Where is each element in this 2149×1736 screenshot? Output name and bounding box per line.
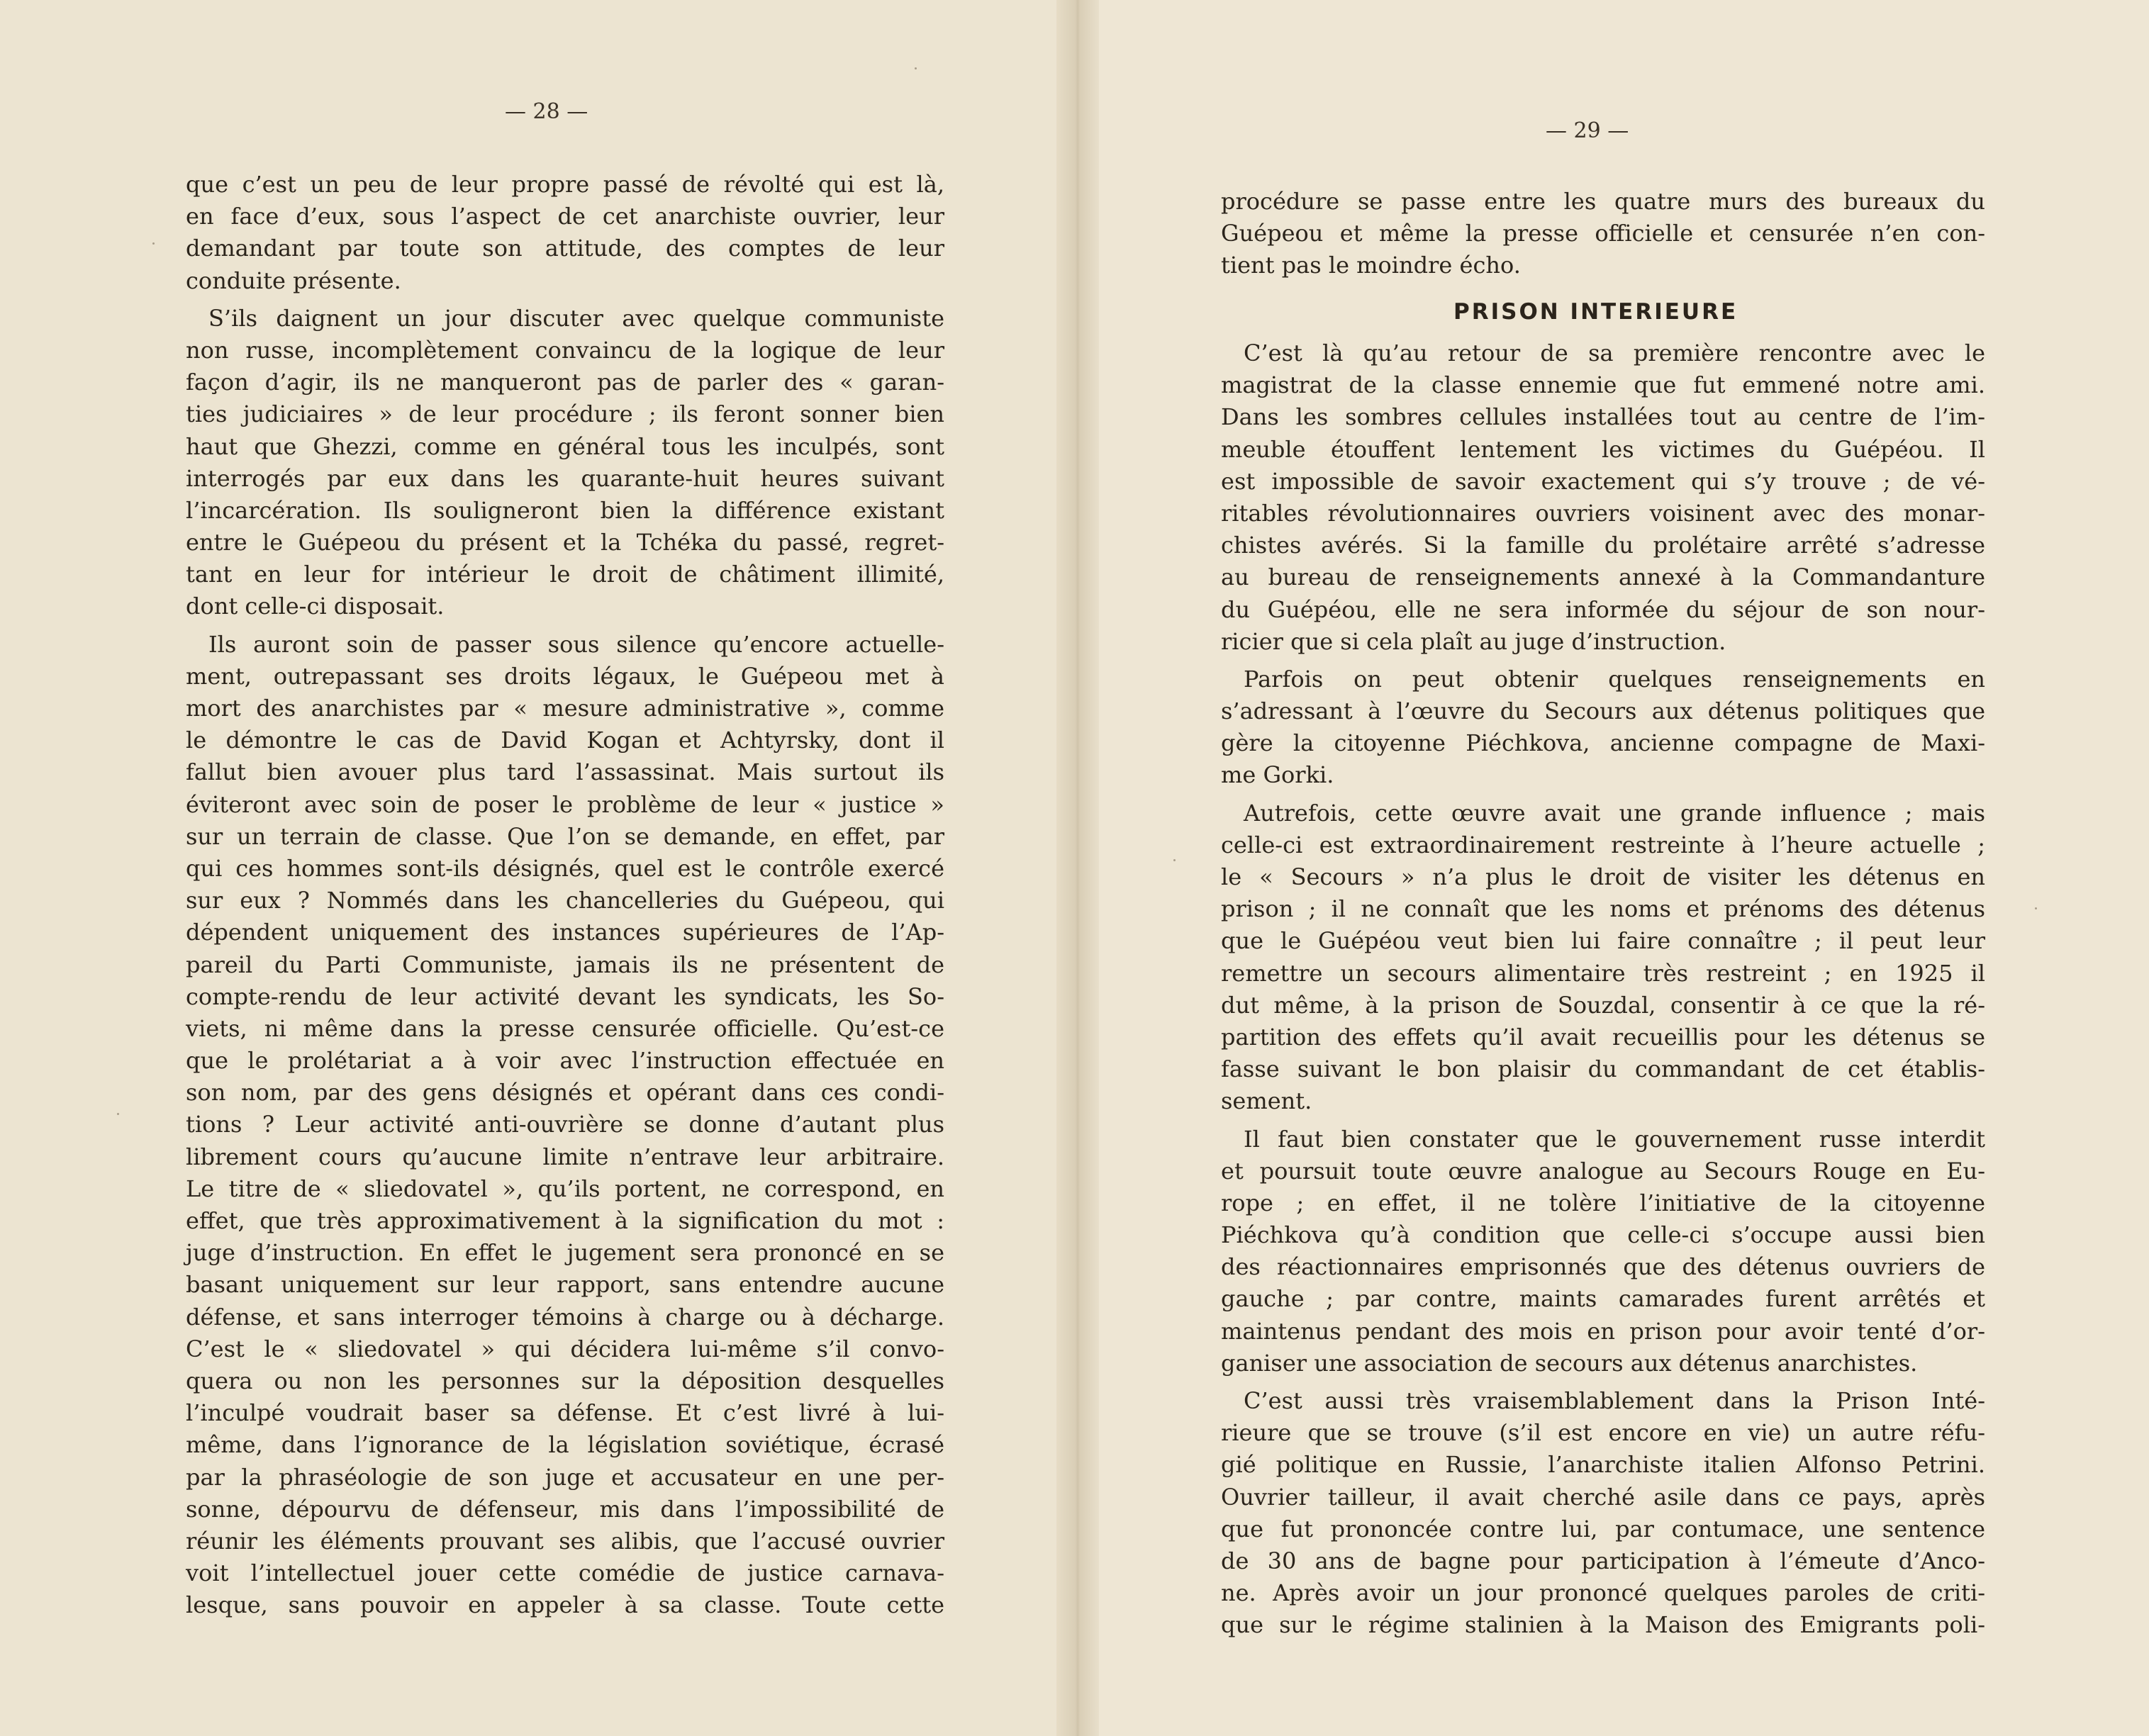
text-line: maintenus pendant des mois en prison pour avoir tenté d’or-	[1221, 1317, 1985, 1345]
text-line: l’incarcération. Ils souligneront bien la différence existant	[186, 496, 944, 524]
text-line: C’est aussi très vraisemblablement dans la Prison Inté-	[1244, 1387, 1985, 1414]
paper-speck	[915, 67, 917, 69]
text-line: le « Secours » n’a plus le droit de visiter les détenus en	[1221, 863, 1985, 890]
text-line: du Guépéou, elle ne sera informée du séjour de son nour-	[1221, 595, 1985, 623]
text-line: compte-rendu de leur activité devant les syndicats, les So-	[186, 982, 944, 1010]
text-line: est impossible de savoir exactement qui s’y trouve ; de vé-	[1221, 467, 1985, 495]
text-line: son nom, par des gens désignés et opérant dans ces condi-	[186, 1079, 944, 1107]
text-line: ricier que si cela plaît au juge d’instruction.	[1221, 627, 1726, 655]
text-line: sonne, dépourvu de défenseur, mis dans l’impossibilité de	[186, 1495, 944, 1523]
text-line: l’inculpé voudrait baser sa défense. Et c’est livré à lui-	[186, 1399, 944, 1427]
text-line: Autrefois, cette œuvre avait une grande influence ; mais	[1244, 799, 1985, 827]
text-line: s’adressant à l’œuvre du Secours aux détenus politiques que	[1221, 698, 1985, 725]
text-line: gié politique en Russie, l’anarchiste italien Alfonso Petrini.	[1221, 1451, 1985, 1479]
text-line: basant uniquement sur leur rapport, sans entendre aucune	[186, 1271, 944, 1299]
text-line: même, dans l’ignorance de la législation soviétique, écrasé	[186, 1431, 944, 1459]
text-line: par la phraséologie de son juge et accusateur en une per-	[186, 1463, 944, 1491]
text-line: réunir les éléments prouvant ses alibis, que l’accusé ouvrier	[186, 1527, 944, 1555]
text-line: non russe, incomplètement convaincu de la logique de leur	[186, 336, 944, 364]
right-page-number: — 29 —	[1546, 118, 1629, 143]
left-page-number: — 28 —	[505, 99, 588, 124]
text-line: sur un terrain de classe. Que l’on se demande, en effet, par	[186, 822, 944, 850]
text-line: que fut prononcée contre lui, par contumace, une sentence	[1221, 1515, 1985, 1542]
text-line: fallut bien avouer plus tard l’assassinat. Mais surtout ils	[186, 758, 944, 786]
text-line: rieure que se trouve (s’il est encore en vie) un autre réfu-	[1221, 1419, 1985, 1447]
text-line: quera ou non les personnes sur la déposition desquelles	[186, 1367, 944, 1394]
text-line: Ouvrier tailleur, il avait cherché asile dans ce pays, après	[1221, 1483, 1985, 1511]
text-line: en face d’eux, sous l’aspect de cet anarchiste ouvrier, leur	[186, 203, 944, 230]
section-heading: PRISON INTERIEURE	[1453, 299, 1738, 325]
text-line: conduite présente.	[186, 267, 401, 294]
text-line: Piéchkova qu’à condition que celle-ci s’occupe aussi bien	[1221, 1221, 1985, 1249]
text-line: pareil du Parti Communiste, jamais ils ne présentent de	[186, 951, 944, 978]
text-line: dépendent uniquement des instances supérieures de l’Ap-	[186, 919, 944, 946]
text-line: celle-ci est extraordinairement restreinte à l’heure actuelle ;	[1221, 831, 1985, 858]
text-line: viets, ni même dans la presse censurée officielle. Qu’est-ce	[186, 1014, 944, 1042]
text-line: prison ; il ne connaît que les noms et prénoms des détenus	[1221, 895, 1985, 923]
text-line: demandant par toute son attitude, des comptes de leur	[186, 235, 944, 262]
text-line: dut même, à la prison de Souzdal, consentir à ce que la ré-	[1221, 991, 1985, 1019]
text-line: voit l’intellectuel jouer cette comédie de justice carnava-	[186, 1559, 944, 1587]
text-line: ne. Après avoir un jour prononcé quelques paroles de criti-	[1221, 1579, 1985, 1607]
paper-speck	[2035, 907, 2037, 909]
text-line: au bureau de renseignements annexé à la Commandanture	[1221, 564, 1985, 591]
right-page-body	[1221, 337, 1985, 1642]
text-line: que c’est un peu de leur propre passé de révolté qui est là,	[186, 171, 944, 198]
text-line: Guépeou et même la presse officielle et censurée n’en con-	[1221, 220, 1985, 247]
text-line: que le prolétariat a à voir avec l’instruction effectuée en	[186, 1047, 944, 1075]
text-line: tions ? Leur activité anti-ouvrière se donne d’autant plus	[186, 1111, 944, 1138]
text-line: tant en leur for intérieur le droit de châtiment illimité,	[186, 561, 944, 588]
text-line: des réactionnaires emprisonnés que des détenus ouvriers de	[1221, 1253, 1985, 1281]
text-line: ties judiciaires » de leur procédure ; ils feront sonner bien	[186, 401, 944, 428]
paper-speck	[152, 242, 155, 245]
text-line: effet, que très approximativement à la signification du mot :	[186, 1207, 944, 1234]
text-line: remettre un secours alimentaire très restreint ; en 1925 il	[1221, 959, 1985, 987]
text-line: Il faut bien constater que le gouvernement russe interdit	[1244, 1125, 1985, 1153]
text-line: chistes avérés. Si la famille du prolétaire arrêté s’adresse	[1221, 532, 1985, 559]
text-line: défense, et sans interroger témoins à charge ou à décharge.	[186, 1303, 944, 1331]
text-line: entre le Guépeou du présent et la Tchéka du passé, regret-	[186, 529, 944, 556]
text-line: Ils auront soin de passer sous silence qu’encore actuelle-	[208, 630, 944, 658]
text-line: qui ces hommes sont-ils désignés, quel est le contrôle exercé	[186, 854, 944, 882]
text-line: Le titre de « sliedovatel », qu’ils portent, ne correspond, en	[186, 1175, 944, 1202]
text-line: de 30 ans de bagne pour participation à l’émeute d’Anco-	[1221, 1547, 1985, 1574]
text-line: me Gorki.	[1221, 761, 1334, 789]
text-line: C’est le « sliedovatel » qui décidera lui-même s’il convo-	[186, 1335, 944, 1362]
text-line: Parfois on peut obtenir quelques renseignements en	[1244, 665, 1985, 693]
right-page-continuation	[1221, 186, 1985, 282]
paper-speck	[1173, 859, 1176, 861]
text-line: gère la citoyenne Piéchkova, ancienne compagne de Maxi-	[1221, 729, 1985, 757]
paper-speck	[117, 1113, 119, 1115]
text-line: fasse suivant le bon plaisir du commandant de cet établis-	[1221, 1055, 1985, 1083]
text-line: gauche ; par contre, maints camarades furent arrêtés et	[1221, 1285, 1985, 1313]
text-line: façon d’agir, ils ne manqueront pas de parler des « garan-	[186, 369, 944, 396]
text-line: que le Guépéou veut bien lui faire connaître ; il peut leur	[1221, 927, 1985, 955]
left-page-body	[186, 169, 944, 1621]
text-line: rope ; en effet, il ne tolère l’initiative de la citoyenne	[1221, 1189, 1985, 1216]
text-line: sur eux ? Nommés dans les chancelleries du Guépeou, qui	[186, 887, 944, 914]
text-line: librement cours qu’aucune limite n’entrave leur arbitraire.	[186, 1143, 944, 1170]
text-line: et poursuit toute œuvre analogue au Secours Rouge en Eu-	[1221, 1157, 1985, 1185]
text-line: ganiser une association de secours aux détenus anarchistes.	[1221, 1349, 1918, 1377]
text-line: haut que Ghezzi, comme en général tous les inculpés, sont	[186, 432, 944, 460]
text-line: C’est là qu’au retour de sa première rencontre avec le	[1244, 340, 1985, 366]
text-line: meuble étouffent lentement les victimes du Guépéou. Il	[1221, 435, 1985, 463]
text-line: partition des effets qu’il avait recueillis pour les détenus se	[1221, 1023, 1985, 1051]
text-line: dont celle-ci disposait.	[186, 593, 445, 620]
text-line: interrogés par eux dans les quarante-huit heures suivant	[186, 464, 944, 492]
text-line: magistrat de la classe ennemie que fut emmené notre ami.	[1221, 371, 1985, 399]
text-line: ment, outrepassant ses droits légaux, le Guépeou met à	[186, 662, 944, 690]
text-line: le démontre le cas de David Kogan et Achtyrsky, dont il	[186, 727, 944, 754]
text-line: ritables révolutionnaires ouvriers voisinent avec des monar-	[1221, 499, 1985, 527]
book-gutter	[1056, 0, 1099, 1736]
text-line: Dans les sombres cellules installées tout au centre de l’im-	[1221, 403, 1985, 431]
text-line: que sur le régime stalinien à la Maison des Emigrants poli-	[1221, 1611, 1985, 1639]
text-line: sement.	[1221, 1087, 1312, 1115]
text-line: éviteront avec soin de poser le problème de leur « justice »	[186, 790, 944, 818]
text-line: juge d’instruction. En effet le jugement sera prononcé en se	[186, 1239, 944, 1267]
text-line: lesque, sans pouvoir en appeler à sa classe. Toute cette	[186, 1591, 944, 1619]
text-line: procédure se passe entre les quatre murs des bureaux du	[1221, 188, 1985, 215]
text-line: S’ils daignent un jour discuter avec quelque communiste	[208, 304, 944, 332]
text-line: tient pas le moindre écho.	[1221, 252, 1521, 279]
text-line: mort des anarchistes par « mesure administrative », comme	[186, 695, 944, 722]
